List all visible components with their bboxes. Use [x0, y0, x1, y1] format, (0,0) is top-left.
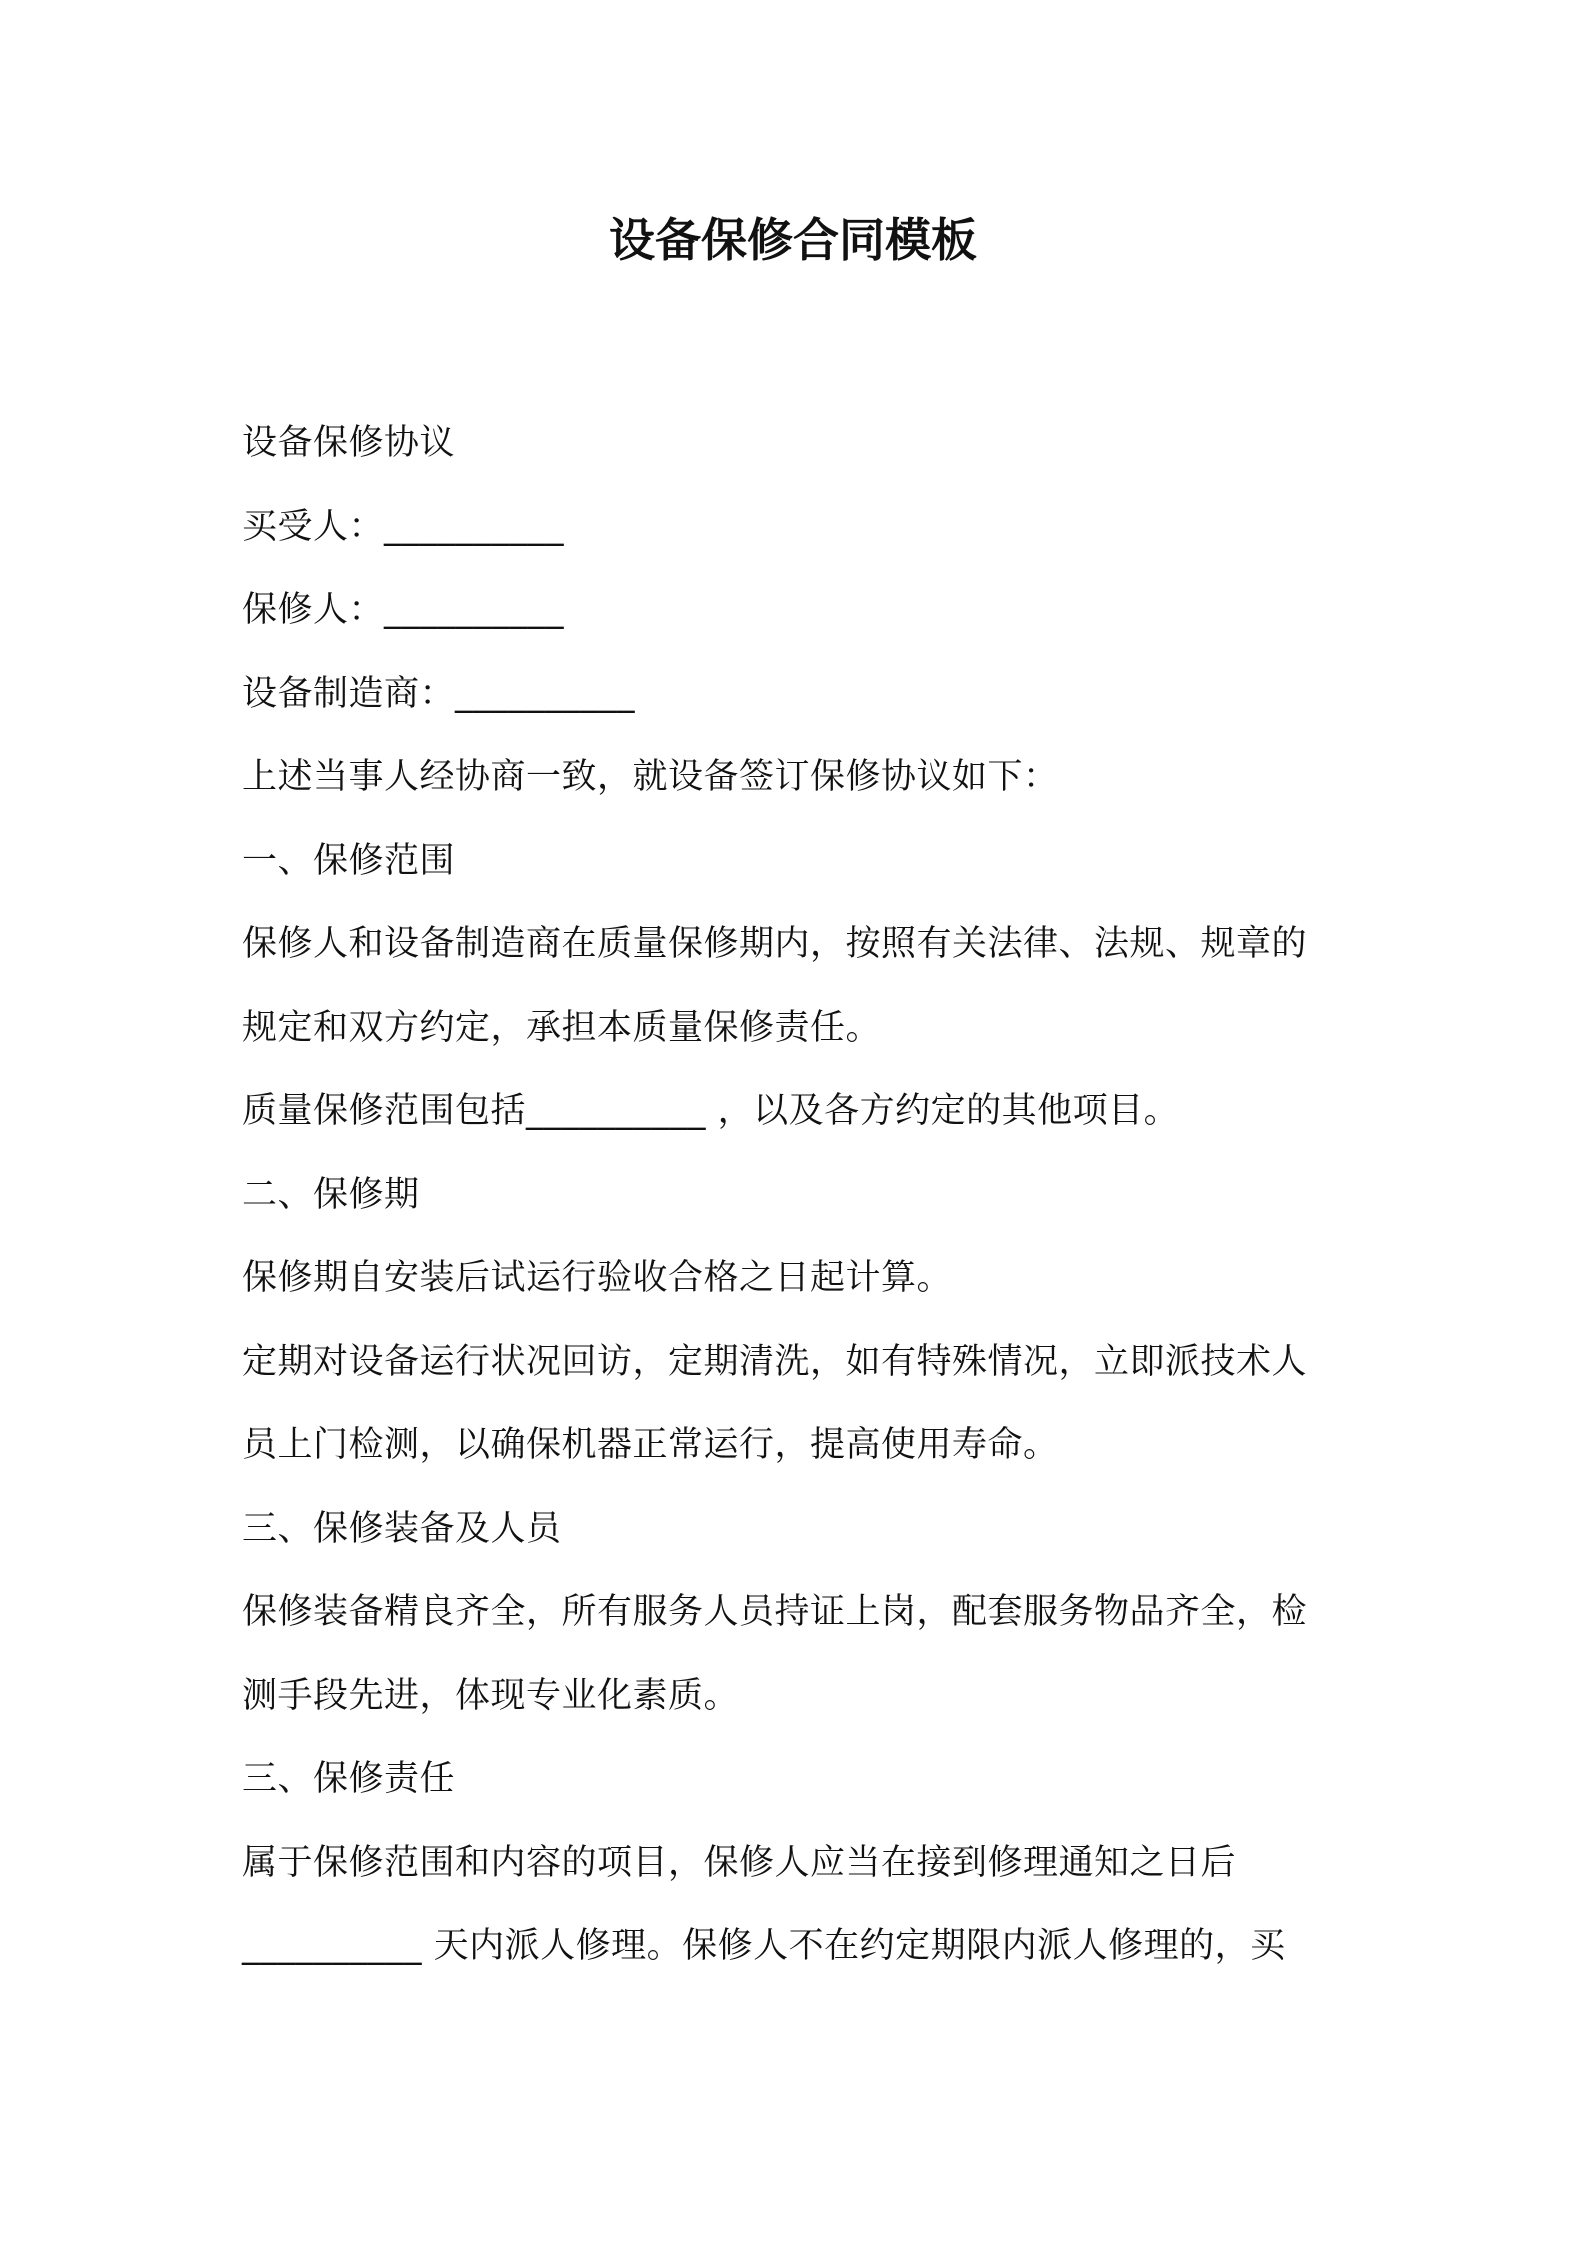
section-heading-period: 二、保修期	[242, 1174, 420, 1215]
paragraph-line: 测手段先进，体现专业化素质。	[242, 1675, 740, 1716]
paragraph-line: 保修装备精良齐全，所有服务人员持证上岗，配套服务物品齐全，检	[242, 1592, 1308, 1632]
section-heading-responsibility: 三、保修责任	[242, 1759, 456, 1799]
paragraph-line: 规定和双方约定，承担本质量保修责任。	[242, 1007, 882, 1048]
paragraph-line: 属于保修范围和内容的项目，保修人应当在接到修理通知之日后	[242, 1842, 1237, 1883]
paragraph-line: 员上门检测，以确保机器正常运行，提高使用寿命。	[242, 1425, 1059, 1465]
section-heading-scope: 一、保修范围	[242, 840, 456, 881]
warrantor-field-line: 保修人：__________	[242, 590, 565, 630]
section-heading-equipment-staff: 三、保修装备及人员	[242, 1508, 562, 1549]
agreement-heading: 设备保修协议	[242, 423, 456, 463]
document-body	[242, 402, 1354, 1989]
document-title: 设备保修合同模板	[609, 213, 977, 267]
preamble-line: 上述当事人经协商一致，就设备签订保修协议如下：	[242, 757, 1059, 797]
paragraph-line: 质量保修范围包括__________ ，以及各方约定的其他项目。	[242, 1091, 1180, 1131]
paragraph-line: 保修期自安装后试运行验收合格之日起计算。	[242, 1258, 953, 1298]
paragraph-line: __________ 天内派人修理。保修人不在约定期限内派人修理的，买	[242, 1926, 1286, 1966]
manufacturer-field-line: 设备制造商：__________	[242, 673, 636, 714]
buyer-field-line: 买受人：__________	[242, 506, 565, 547]
paragraph-line: 保修人和设备制造商在质量保修期内，按照有关法律、法规、规章的	[242, 924, 1308, 964]
paragraph-line: 定期对设备运行状况回访，定期清洗，如有特殊情况，立即派技术人	[242, 1341, 1308, 1382]
